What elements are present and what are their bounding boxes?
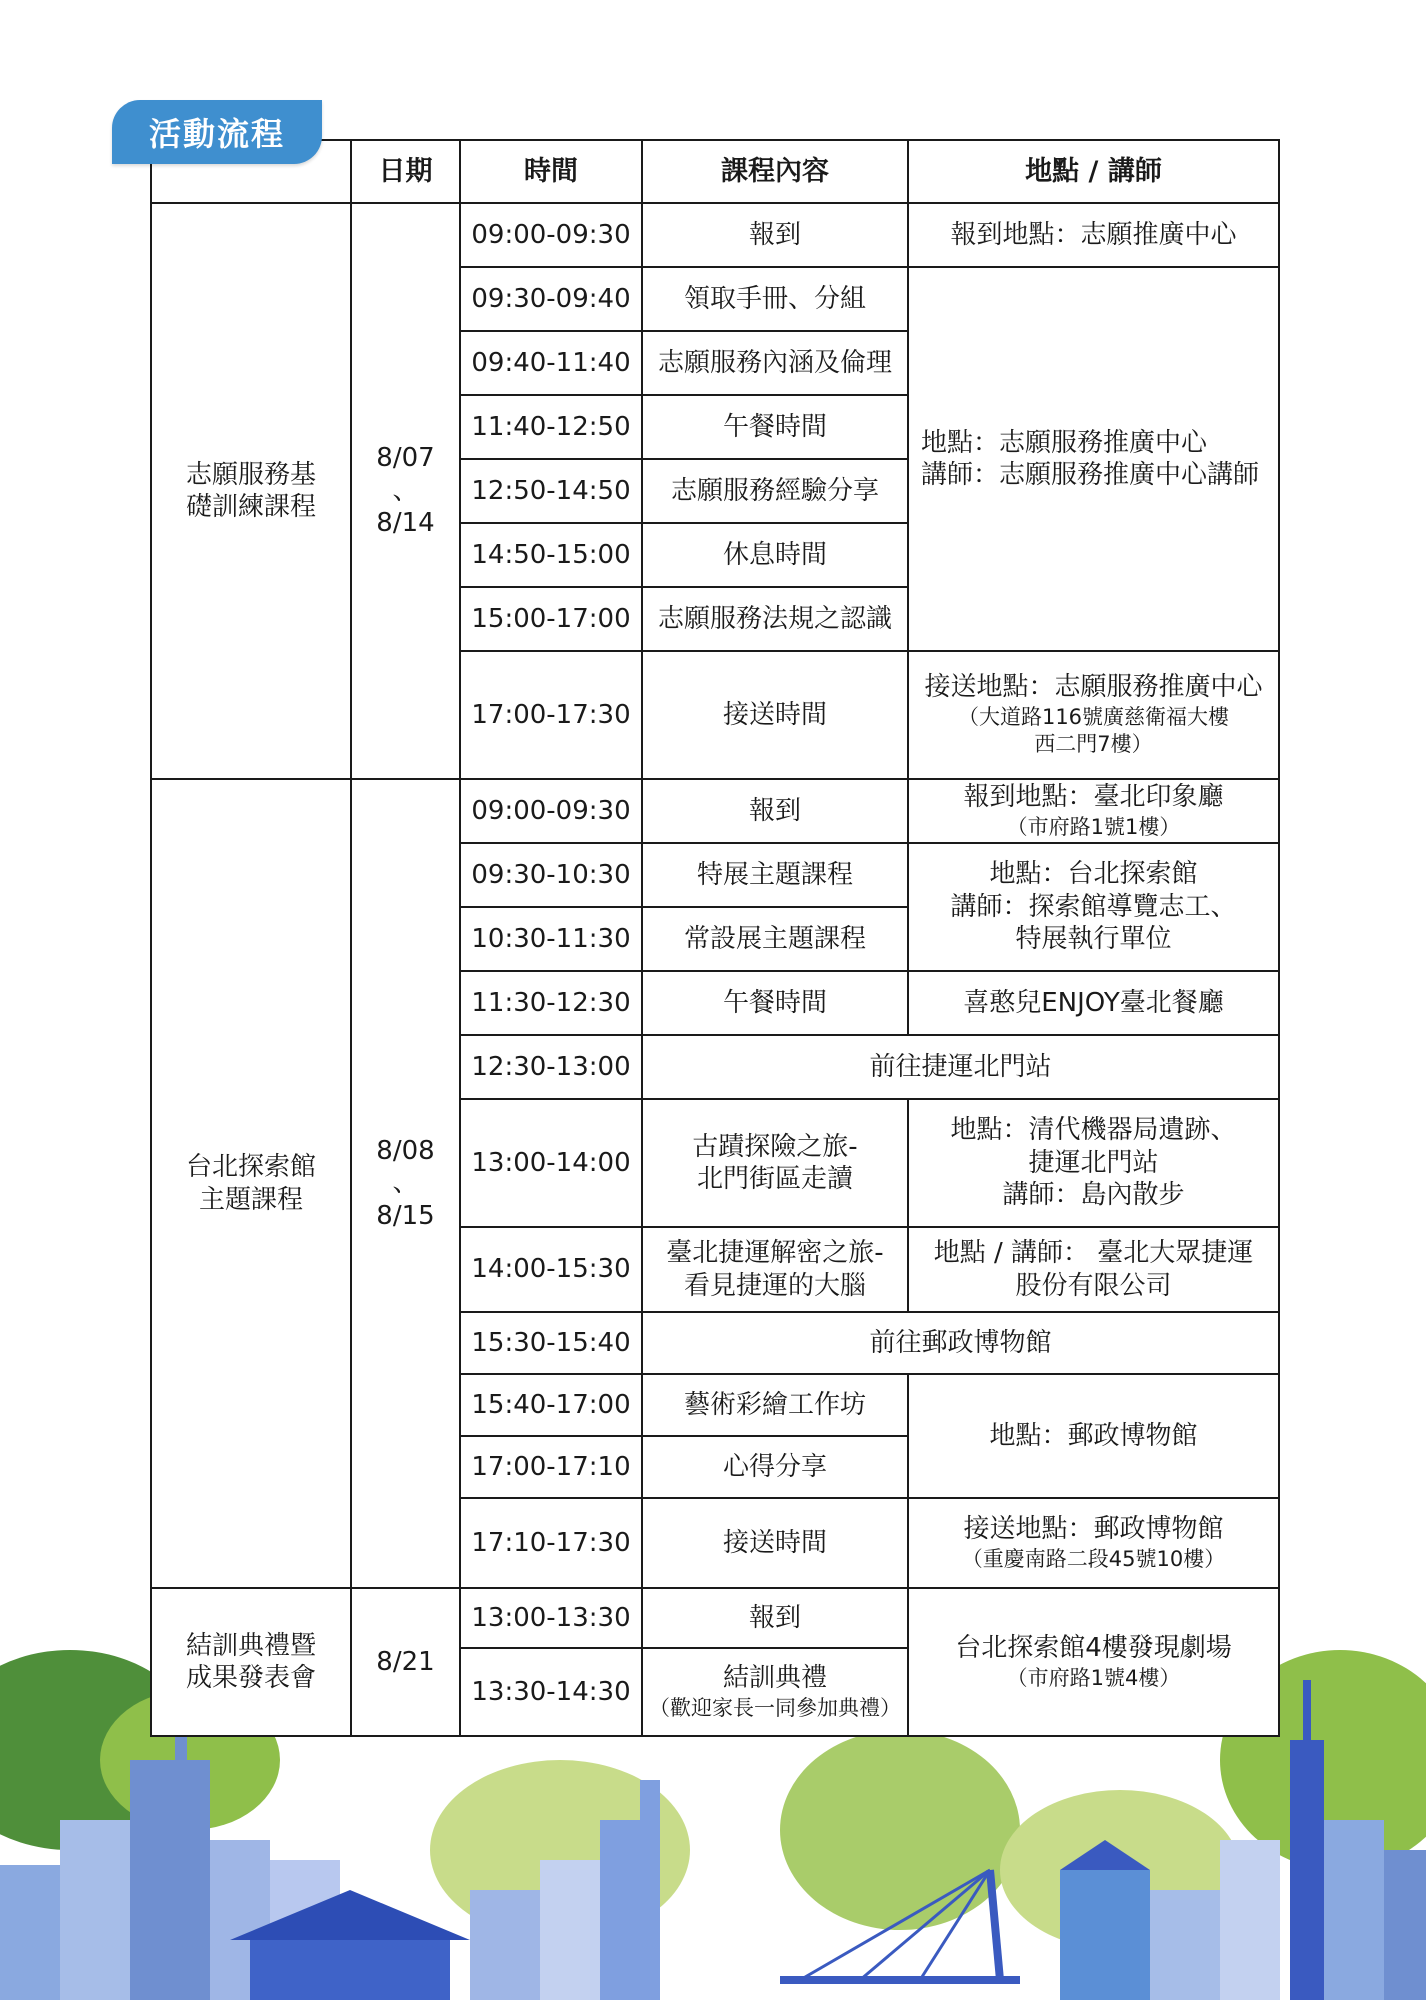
building-shape bbox=[1384, 1850, 1426, 2000]
schedule-table bbox=[150, 139, 1280, 1737]
content-cell: 報到 bbox=[642, 1588, 908, 1648]
place-cell: 地點 / 講師： 臺北大眾捷運 股份有限公司 bbox=[908, 1227, 1279, 1312]
time-cell: 09:00-09:30 bbox=[460, 779, 642, 843]
content-cell: 臺北捷運解密之旅- 看見捷運的大腦 bbox=[642, 1227, 908, 1312]
content-cell: 午餐時間 bbox=[642, 395, 908, 459]
table-row bbox=[151, 1588, 1279, 1648]
place-cell: 地點：郵政博物館 bbox=[908, 1374, 1279, 1498]
building-shape bbox=[600, 1820, 660, 2000]
building-shape bbox=[470, 1890, 540, 2000]
time-cell: 11:30-12:30 bbox=[460, 971, 642, 1035]
header-date: 日期 bbox=[351, 140, 460, 203]
time-cell: 17:00-17:10 bbox=[460, 1436, 642, 1498]
table-header-row bbox=[151, 140, 1279, 203]
time-cell: 10:30-11:30 bbox=[460, 907, 642, 971]
content-cell: 前往捷運北門站 bbox=[642, 1035, 1279, 1099]
content-cell: 午餐時間 bbox=[642, 971, 908, 1035]
time-cell: 12:50-14:50 bbox=[460, 459, 642, 523]
place-cell: 台北探索館4樓發現劇場 （市府路1號4樓） bbox=[908, 1588, 1279, 1736]
course-name: 台北探索館 主題課程 bbox=[151, 779, 351, 1588]
place-cell: 喜憨兒ENJOY臺北餐廳 bbox=[908, 971, 1279, 1035]
building-shape bbox=[250, 1940, 450, 2000]
time-cell: 13:00-14:00 bbox=[460, 1099, 642, 1227]
building-shape bbox=[1150, 1890, 1220, 2000]
place-cell: 報到地點：臺北印象廳 （市府路1號1樓） bbox=[908, 779, 1279, 843]
content-cell: 結訓典禮 （歡迎家長一同參加典禮） bbox=[642, 1648, 908, 1736]
content-cell: 特展主題課程 bbox=[642, 843, 908, 907]
content-cell: 藝術彩繪工作坊 bbox=[642, 1374, 908, 1436]
content-cell: 志願服務法規之認識 bbox=[642, 587, 908, 651]
place-cell: 報到地點：志願推廣中心 bbox=[908, 203, 1279, 267]
header-time: 時間 bbox=[460, 140, 642, 203]
time-cell: 09:30-09:40 bbox=[460, 267, 642, 331]
content-cell: 前往郵政博物館 bbox=[642, 1312, 1279, 1374]
content-cell: 接送時間 bbox=[642, 1498, 908, 1588]
time-cell: 09:00-09:30 bbox=[460, 203, 642, 267]
time-cell: 17:10-17:30 bbox=[460, 1498, 642, 1588]
content-cell: 接送時間 bbox=[642, 651, 908, 779]
place-cell: 接送地點：志願服務推廣中心 （大道路116號廣慈衛福大樓 西二門7樓） bbox=[908, 651, 1279, 779]
time-cell: 13:30-14:30 bbox=[460, 1648, 642, 1736]
building-shape bbox=[1324, 1820, 1384, 2000]
time-cell: 14:50-15:00 bbox=[460, 523, 642, 587]
taipei-101-tower-shape bbox=[1290, 1740, 1324, 2000]
building-shape bbox=[540, 1860, 600, 2000]
building-shape bbox=[1060, 1870, 1150, 2000]
course-date: 8/21 bbox=[351, 1588, 460, 1736]
time-cell: 09:30-10:30 bbox=[460, 843, 642, 907]
tree-shape bbox=[780, 1730, 1020, 1930]
time-cell: 12:30-13:00 bbox=[460, 1035, 642, 1099]
building-shape bbox=[0, 1865, 60, 2000]
place-cell: 地點：清代機器局遺跡、 捷運北門站 講師：島內散步 bbox=[908, 1099, 1279, 1227]
course-name: 結訓典禮暨 成果發表會 bbox=[151, 1588, 351, 1736]
building-shape bbox=[60, 1820, 130, 2000]
time-cell: 11:40-12:50 bbox=[460, 395, 642, 459]
content-cell: 領取手冊、分組 bbox=[642, 267, 908, 331]
content-cell: 古蹟探險之旅- 北門街區走讀 bbox=[642, 1099, 908, 1227]
building-shape bbox=[1220, 1840, 1280, 2000]
time-cell: 13:00-13:30 bbox=[460, 1588, 642, 1648]
content-cell: 報到 bbox=[642, 203, 908, 267]
place-cell: 地點：台北探索館 講師：探索館導覽志工、 特展執行單位 bbox=[908, 843, 1279, 971]
content-cell: 休息時間 bbox=[642, 523, 908, 587]
content-cell: 報到 bbox=[642, 779, 908, 843]
building-shape bbox=[640, 1780, 660, 1820]
time-cell: 14:00-15:30 bbox=[460, 1227, 642, 1312]
table-row bbox=[151, 203, 1279, 267]
time-cell: 09:40-11:40 bbox=[460, 331, 642, 395]
content-cell: 常設展主題課程 bbox=[642, 907, 908, 971]
header-place: 地點 / 講師 bbox=[908, 140, 1279, 203]
time-cell: 17:00-17:30 bbox=[460, 651, 642, 779]
place-cell: 接送地點：郵政博物館 （重慶南路二段45號10樓） bbox=[908, 1498, 1279, 1588]
place-cell: 地點：志願服務推廣中心 講師：志願服務推廣中心講師 bbox=[908, 267, 1279, 651]
header-content: 課程內容 bbox=[642, 140, 908, 203]
course-date: 8/07 、 8/14 bbox=[351, 203, 460, 779]
course-date: 8/08 、 8/15 bbox=[351, 779, 460, 1588]
course-name: 志願服務基 礎訓練課程 bbox=[151, 203, 351, 779]
time-cell: 15:30-15:40 bbox=[460, 1312, 642, 1374]
content-cell: 志願服務內涵及倫理 bbox=[642, 331, 908, 395]
time-cell: 15:40-17:00 bbox=[460, 1374, 642, 1436]
building-shape bbox=[130, 1760, 210, 2000]
taipei-101-spire-shape bbox=[1303, 1680, 1311, 1740]
content-cell: 心得分享 bbox=[642, 1436, 908, 1498]
section-badge: 活動流程 bbox=[112, 100, 322, 164]
table-row bbox=[151, 779, 1279, 843]
content-cell: 志願服務經驗分享 bbox=[642, 459, 908, 523]
time-cell: 15:00-17:00 bbox=[460, 587, 642, 651]
